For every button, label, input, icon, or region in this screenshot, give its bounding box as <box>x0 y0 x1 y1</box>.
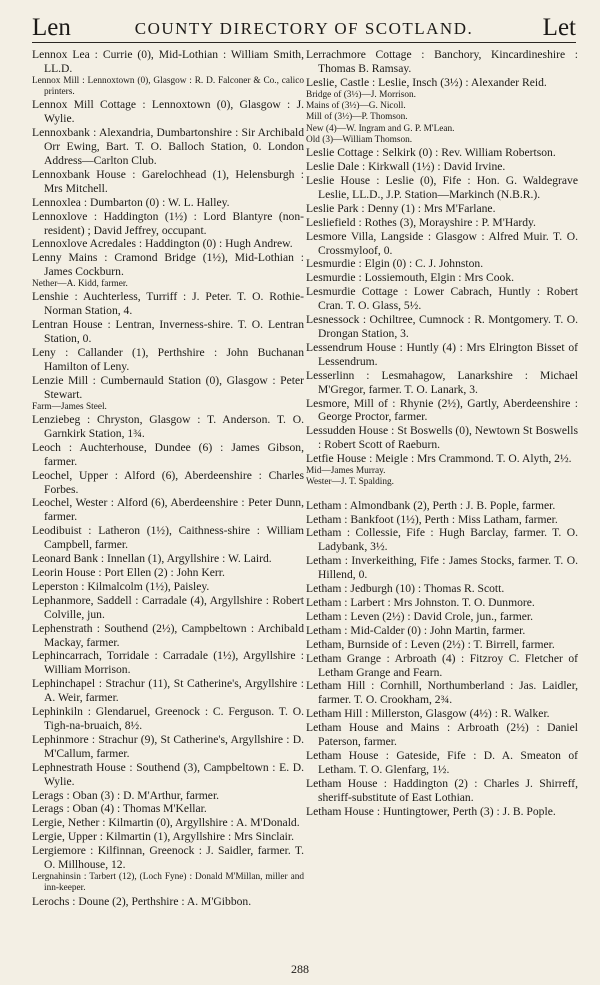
directory-entry: Lesmore Villa, Langside : Glasgow : Alfred Muir. T. O. Crossmyloof, 0. <box>306 229 578 257</box>
header-left-guide-word: Len <box>32 14 71 41</box>
sub-entry: Mill of (3½)—P. Thomson. <box>306 112 408 123</box>
sub-entry: Old (3)—William Thomson. <box>306 134 413 145</box>
directory-entry: Lephnestrath House : Southend (3), Campbeltown : E. D. Wylie. <box>32 760 304 788</box>
directory-entry: Lesnessock : Ochiltree, Cumnock : R. Montgomery. T. O. Drongan Station, 3. <box>306 313 578 340</box>
directory-entry: Letham : Bankfoot (1½), Perth : Miss Latham, farmer. <box>306 512 558 526</box>
directory-entry: Lergie, Nether : Kilmartin (0), Argyllshire : A. M'Donald. <box>32 816 300 830</box>
sub-entry: Lennox Mill : Lennoxtown (0), Glasgow : R. D. Falconer & Co., calico printers. <box>32 75 304 98</box>
sub-entry: Mid—James Murray. <box>306 466 386 477</box>
directory-entry: Lenziebeg : Chryston, Glasgow : T. Anderson. T. O. Garnkirk Station, 1¾. <box>32 413 304 440</box>
directory-entry: Letham House : Huntingtower, Perth (3) : J. B. Pople. <box>306 804 556 818</box>
directory-entry: Letham, Burnside of : Leven (2½) : T. Birrell, farmer. <box>306 637 555 651</box>
directory-entry: Leny : Callander (1), Perthshire : John Buchanan Hamilton of Leny. <box>32 346 304 374</box>
directory-entry: Leoch : Auchterhouse, Dundee (6) : James Gibson, farmer. <box>32 440 304 468</box>
directory-entry: Letham House : Gateside, Fife : D. A. Smeaton of Letham. T. O. Glenfarg, 1½. <box>306 748 578 776</box>
directory-entry: Lennoxbank House : Garelochhead (1), Helensburgh : Mrs Mitchell. <box>32 167 304 195</box>
directory-entry: Lephenstrath : Southend (2½), Campbeltown : Archibald Mackay, farmer. <box>32 621 304 649</box>
sub-entry: Mains of (3½)—G. Nicoll. <box>306 101 406 112</box>
directory-entry: Letham : Larbert : Mrs Johnston. T. O. Dunmore. <box>306 595 535 609</box>
page-header <box>32 14 576 43</box>
directory-entry: Lerags : Oban (4) : Thomas M'Kellar. <box>32 802 207 816</box>
directory-entry: Lephanmore, Saddell : Carradale (4), Argyllshire : Robert Colville, jun. <box>32 593 304 621</box>
directory-entry: Lephinmore : Strachur (9), St Catherine's, Argyllshire : D. M'Callum, farmer. <box>32 732 304 760</box>
directory-entry: Leslie Cottage : Selkirk (0) : Rev. William Robertson. <box>306 146 556 160</box>
directory-entry: Lennoxlove : Haddington (1½) : Lord Blantyre (non-resident) ; David Jeffrey, occupant. <box>32 209 304 237</box>
directory-entry: Leochel, Upper : Alford (6), Aberdeenshire : Charles Forbes. <box>32 468 304 496</box>
directory-entry: Lenshie : Auchterless, Turriff : J. Peter. T. O. Rothie-Norman Station, 4. <box>32 290 304 318</box>
left-column <box>32 48 304 908</box>
directory-entry: Leonard Bank : Innellan (1), Argyllshire : W. Laird. <box>32 552 272 566</box>
section-gap <box>306 489 578 499</box>
directory-entry: Letham : Almondbank (2), Perth : J. B. Pople, farmer. <box>306 498 556 512</box>
directory-entry: Leochel, Wester : Alford (6), Aberdeenshire : Peter Dunn, farmer. <box>32 496 304 524</box>
directory-entry: Letham House : Haddington (2) : Charles J. Shirreff, sheriff-substitute of East Lothian. <box>306 776 578 804</box>
directory-entry: Lesliefield : Rothes (3), Morayshire : P. M'Hardy. <box>306 215 536 229</box>
directory-entry: Lesmurdie Cottage : Lower Cabrach, Huntly : Robert Cran. T. O. Glass, 5½. <box>306 285 578 313</box>
directory-entry: Lenzie Mill : Cumbernauld Station (0), Glasgow : Peter Stewart. <box>32 373 304 401</box>
right-column <box>306 48 578 818</box>
directory-entry: Lenny Mains : Cramond Bridge (1½), Mid-Lothian : James Cockburn. <box>32 251 304 279</box>
directory-entry: Letham Hill : Millerston, Glasgow (4½) : R. Walker. <box>306 707 550 721</box>
directory-entry: Lephinkiln : Glendaruel, Greenock : C. Ferguson. T. O. Tigh-na-bruaich, 8½. <box>32 705 304 732</box>
directory-entry: Leslie Dale : Kirkwall (1½) : David Irvine. <box>306 160 506 174</box>
directory-entry: Lerochs : Doune (2), Perthshire : A. M'Gibbon. <box>32 894 252 908</box>
directory-entry: Letham : Mid-Calder (0) : John Martin, farmer. <box>306 623 526 637</box>
directory-entry: Letham Hill : Cornhill, Northumberland : Jas. Laidler, farmer. T. O. Crookham, 2¾. <box>306 679 578 707</box>
sub-entry: Nether—A. Kidd, farmer. <box>32 279 128 290</box>
directory-entry: Lennoxbank : Alexandria, Dumbartonshire : Sir Archibald Orr Ewing, Bart. T. O. Balloch Station, 0. London Address—Carlton Club. <box>32 126 304 168</box>
directory-entry: Lennoxlea : Dumbarton (0) : W. L. Halley. <box>32 195 230 209</box>
directory-entry: Letham : Collessie, Fife : Hugh Barclay, farmer. T. O. Ladybank, 3½. <box>306 526 578 554</box>
sub-entry: Lergnahinsin : Tarbert (12), (Loch Fyne) : Donald M'Millan, miller and inn-keeper. <box>32 871 304 894</box>
directory-entry: Lesmore, Mill of : Rhynie (2½), Gartly, Aberdeenshire : George Proctor, farmer. <box>306 396 578 424</box>
directory-entry: Lessendrum House : Huntly (4) : Mrs Elrington Bisset of Lessendrum. <box>306 340 578 368</box>
directory-entry: Letham : Leven (2½) : David Crole, jun., farmer. <box>306 609 533 623</box>
directory-entry: Letham House and Mains : Arbroath (2½) : Daniel Paterson, farmer. <box>306 721 578 749</box>
directory-entry: Lerrachmore Cottage : Banchory, Kincardineshire : Thomas B. Ramsay. <box>306 48 578 75</box>
directory-entry: Leslie, Castle : Leslie, Insch (3½) : Alexander Reid. <box>306 75 547 89</box>
directory-entry: Leorin House : Port Ellen (2) : John Kerr. <box>32 566 225 579</box>
directory-entry: Lerags : Oban (3) : D. M'Arthur, farmer. <box>32 788 220 802</box>
directory-entry: Lergie, Upper : Kilmartin (1), Argyllshire : Mrs Sinclair. <box>32 830 294 844</box>
directory-entry: Lesmurdie : Elgin (0) : C. J. Johnston. <box>306 257 484 271</box>
directory-entry: Lesmurdie : Lossiemouth, Elgin : Mrs Cook. <box>306 271 515 285</box>
directory-entry: Letfie House : Meigle : Mrs Crammond. T. O. Alyth, 2½. <box>306 452 572 466</box>
directory-entry: Lentran House : Lentran, Inverness-shire. T. O. Lentran Station, 0. <box>32 318 304 346</box>
directory-entry: Leslie House : Leslie (0), Fife : Hon. G. Waldegrave Leslie, LL.D., J.P. Station—Markinch (N.B.R.). <box>306 174 578 201</box>
page-number: 288 <box>291 962 309 976</box>
directory-entry: Leperston : Kilmalcolm (1½), Paisley. <box>32 579 210 593</box>
directory-entry: Leslie Park : Denny (1) : Mrs M'Farlane. <box>306 201 496 215</box>
directory-entry: Lephincarrach, Torridale : Carradale (1½), Argyllshire : William Morrison. <box>32 649 304 677</box>
sub-entry: New (4)—W. Ingram and G. P. M'Lean. <box>306 123 455 134</box>
directory-entry: Lennox Mill Cottage : Lennoxtown (0), Glasgow : J. Wylie. <box>32 98 304 126</box>
directory-entry: Letham Grange : Arbroath (4) : Fitzroy C. Fletcher of Letham Grange and Fearn. <box>306 651 578 679</box>
header-right-guide-word: Let <box>542 14 576 41</box>
sub-entry: Wester—J. T. Spalding. <box>306 477 394 488</box>
directory-entry: Lessudden House : St Boswells (0), Newtown St Boswells : Robert Scott of Raeburn. <box>306 424 578 452</box>
directory-entry: Lephinchapel : Strachur (11), St Catherine's, Argyllshire : A. Weir, farmer. <box>32 677 304 705</box>
sub-entry: Farm—James Steel. <box>32 401 107 412</box>
directory-entry: Lergiemore : Kilfinnan, Greenock : J. Saidler, farmer. T. O. Millhouse, 12. <box>32 844 304 872</box>
directory-entry: Letham : Inverkeithing, Fife : James Stocks, farmer. T. O. Hillend, 0. <box>306 554 578 582</box>
sub-entry: Bridge of (3½)—J. Morrison. <box>306 89 417 100</box>
directory-entry: Lesserlinn : Lesmahagow, Lanarkshire : Michael M'Gregor, farmer. T. O. Lanark, 3. <box>306 368 578 396</box>
directory-entry: Lennoxlove Acredales : Haddington (0) : Hugh Andrew. <box>32 237 293 251</box>
directory-entry: Leodibuist : Latheron (1½), Caithness-shire : William Campbell, farmer. <box>32 524 304 552</box>
directory-entry: Lennox Lea : Currie (0), Mid-Lothian : William Smith, LL.D. <box>32 48 304 75</box>
header-title: COUNTY DIRECTORY OF SCOTLAND. <box>134 19 474 38</box>
directory-entry: Letham : Jedburgh (10) : Thomas R. Scott. <box>306 582 505 596</box>
